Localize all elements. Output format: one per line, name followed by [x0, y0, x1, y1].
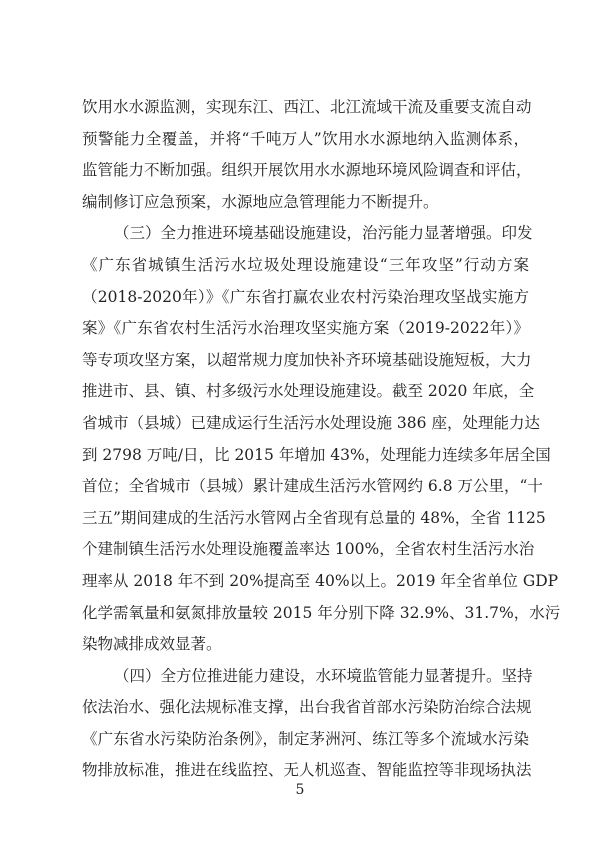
- text-line: 个建制镇生活污水处理设施覆盖率达 100%，全省农村生活污水治: [82, 540, 535, 559]
- text-line: 等专项攻坚方案，以超常规力度加快补齐环境基础设施短板，大力: [82, 350, 532, 369]
- text-line: 《广东省水污染防治条例》，制定茅洲河、练江等多个流域水污染: [82, 729, 529, 748]
- text-line: 编制修订应急预案，水源地应急管理能力不断提升。: [82, 192, 439, 211]
- text-line: 《广东省城镇生活污水垃圾处理设施建设“三年攻坚”行动方案: [82, 255, 529, 274]
- text-line: 案》《广东省农村生活污水治理攻坚实施方案（2019-2022年）》: [82, 319, 529, 338]
- text-line: 饮用水水源监测，实现东江、西江、北江流域干流及重要支流自动: [82, 98, 532, 116]
- section-heading-line: （四）全方位推进能力建设，水环境监管能力显著提升。坚持: [114, 666, 533, 685]
- text-line: 三五”期间建成的生活污水管网占全省现有总量的 48%，全省 1125: [82, 508, 546, 527]
- text-line: 化学需氧量和氨氮排放量较 2015 年分别下降 32.9%、31.7%，水污: [82, 603, 561, 622]
- document-body: [82, 92, 561, 787]
- text-line: （2018-2020年）》《广东省打赢农业农村污染治理攻坚战实施方: [82, 287, 529, 306]
- section-heading-line: （三）全力推进环境基础设施建设，治污能力显著增强。印发: [114, 224, 533, 243]
- text-line: 首位；全省城市（县城）累计建成生活污水管网约 6.8 万公里，“十: [82, 477, 543, 496]
- text-line: 推进市、县、镇、村多级污水处理设施建设。截至 2020 年底，全: [82, 382, 535, 401]
- paragraph-section-4-capacity: [82, 661, 533, 787]
- text-line: 到 2798 万吨/日，比 2015 年增加 43%，处理能力连续多年居全国: [82, 445, 551, 464]
- text-line: 染物减排成效显著。: [82, 635, 222, 654]
- text-line: 依法治水、强化法规标准支撑，出台我省首部水污染防治综合法规: [82, 698, 532, 717]
- text-line: 监管能力不断加强。组织开展饮用水水源地环境风险调查和评估，: [82, 161, 532, 180]
- paragraph-section-3-infrastructure: [82, 218, 561, 660]
- page-number: 5: [295, 782, 305, 798]
- paragraph-water-source-monitoring: [82, 92, 532, 218]
- text-line: 预警能力全覆盖，并将“千吨万人”饮用水水源地纳入监测体系，: [82, 129, 529, 148]
- text-line: 物排放标准，推进在线监控、无人机巡查、智能监控等非现场执法: [82, 761, 532, 780]
- text-line: 理率从 2018 年不到 20%提高至 40%以上。2019 年全省单位 GDP: [82, 571, 559, 590]
- text-line: 省城市（县城）已建成运行生活污水处理设施 386 座，处理能力达: [82, 413, 540, 432]
